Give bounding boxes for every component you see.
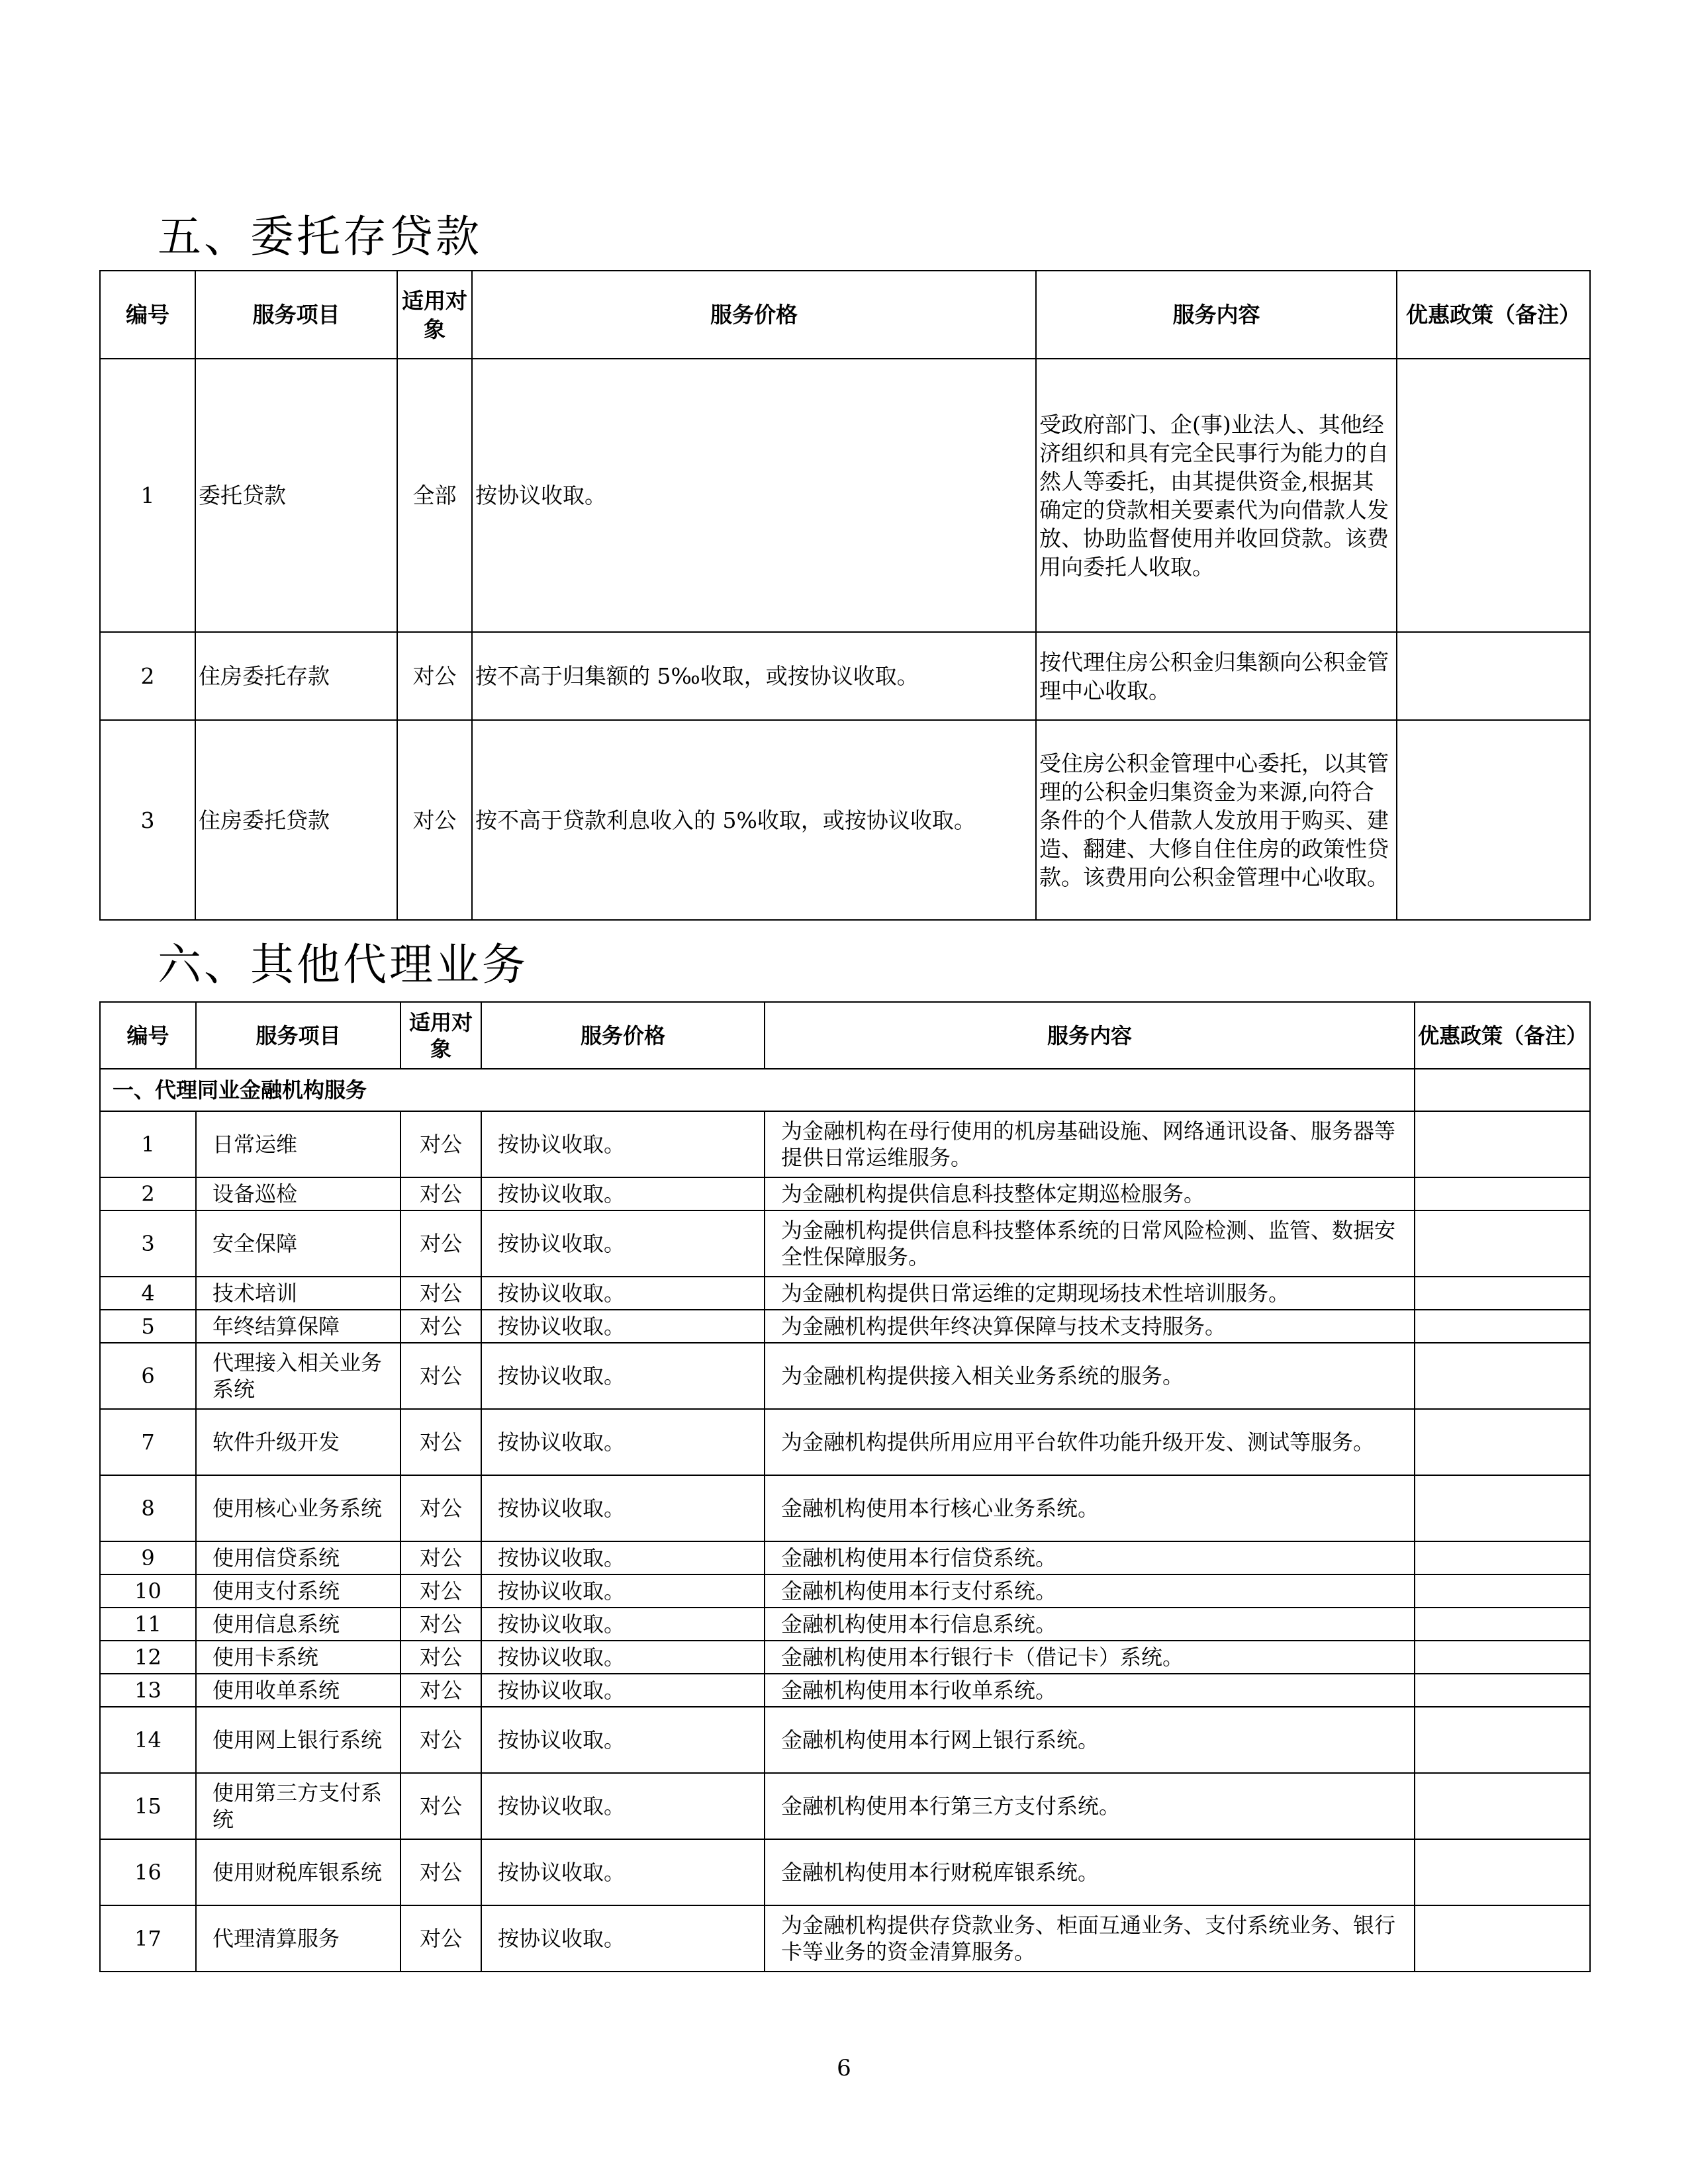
header-content: 服务内容 <box>765 1002 1415 1069</box>
table-row <box>100 359 1590 632</box>
row-target: 对公 <box>400 1905 481 1972</box>
row-content: 受政府部门、企(事)业法人、其他经济组织和具有完全民事行为能力的自然人等委托，由其提供资金,根据其确定的贷款相关要素代为向借款人发放、协助监督使用并收回贷款。该费用向委托人收取。 <box>1036 359 1397 632</box>
row-target: 对公 <box>397 632 472 720</box>
row-no: 14 <box>100 1707 196 1773</box>
row-item: 使用卡系统 <box>196 1641 400 1674</box>
row-price: 按协议收取。 <box>481 1177 765 1210</box>
row-content: 为金融机构提供接入相关业务系统的服务。 <box>765 1343 1415 1409</box>
table-row <box>100 1210 1590 1277</box>
row-price: 按协议收取。 <box>481 1343 765 1409</box>
row-target: 对公 <box>400 1475 481 1541</box>
header-item: 服务项目 <box>196 1002 400 1069</box>
row-target: 对公 <box>400 1277 481 1310</box>
row-price: 按不高于归集额的 5‰收取，或按协议收取。 <box>472 632 1036 720</box>
row-note <box>1415 1111 1590 1177</box>
row-price: 按协议收取。 <box>481 1608 765 1641</box>
row-note <box>1397 720 1590 920</box>
row-note <box>1415 1343 1590 1409</box>
table-row <box>100 1574 1590 1608</box>
row-no: 11 <box>100 1608 196 1641</box>
row-note <box>1415 1310 1590 1343</box>
table-row <box>100 1343 1590 1409</box>
row-content: 金融机构使用本行财税库银系统。 <box>765 1839 1415 1905</box>
row-price: 按协议收取。 <box>481 1277 765 1310</box>
row-target: 全部 <box>397 359 472 632</box>
header-note: 优惠政策（备注） <box>1415 1002 1590 1069</box>
table-row <box>100 1409 1590 1475</box>
row-target: 对公 <box>400 1574 481 1608</box>
other-agency-business-table <box>99 1001 1591 1972</box>
row-no: 6 <box>100 1343 196 1409</box>
row-note <box>1415 1574 1590 1608</box>
row-target: 对公 <box>400 1177 481 1210</box>
table-row <box>100 1905 1590 1972</box>
row-price: 按协议收取。 <box>472 359 1036 632</box>
header-item: 服务项目 <box>195 271 397 359</box>
row-content: 为金融机构提供所用应用平台软件功能升级开发、测试等服务。 <box>765 1409 1415 1475</box>
row-content: 金融机构使用本行核心业务系统。 <box>765 1475 1415 1541</box>
table-header-row <box>100 1002 1590 1069</box>
row-item: 使用收单系统 <box>196 1674 400 1707</box>
row-content: 金融机构使用本行第三方支付系统。 <box>765 1773 1415 1839</box>
row-content: 金融机构使用本行银行卡（借记卡）系统。 <box>765 1641 1415 1674</box>
entrusted-deposits-loans-table <box>99 270 1591 921</box>
row-price: 按协议收取。 <box>481 1707 765 1773</box>
row-content: 为金融机构提供日常运维的定期现场技术性培训服务。 <box>765 1277 1415 1310</box>
row-no: 17 <box>100 1905 196 1972</box>
row-price: 按协议收取。 <box>481 1310 765 1343</box>
row-target: 对公 <box>400 1310 481 1343</box>
row-no: 8 <box>100 1475 196 1541</box>
row-note <box>1415 1541 1590 1574</box>
row-note <box>1415 1475 1590 1541</box>
table-row <box>100 1177 1590 1210</box>
row-item: 年终结算保障 <box>196 1310 400 1343</box>
row-price: 按协议收取。 <box>481 1905 765 1972</box>
table-row <box>100 1475 1590 1541</box>
row-item: 使用核心业务系统 <box>196 1475 400 1541</box>
row-content: 金融机构使用本行网上银行系统。 <box>765 1707 1415 1773</box>
row-content: 受住房公积金管理中心委托，以其管理的公积金归集资金为来源,向符合条件的个人借款人发放用于购买、建造、翻建、大修自住住房的政策性贷款。该费用向公积金管理中心收取。 <box>1036 720 1397 920</box>
row-content: 按代理住房公积金归集额向公积金管理中心收取。 <box>1036 632 1397 720</box>
section-title-other-agency-business: 六、其他代理业务 <box>158 939 528 990</box>
section-title-entrusted-deposits-loans: 五、委托存贷款 <box>158 211 482 262</box>
row-target: 对公 <box>400 1210 481 1277</box>
table-row <box>100 1111 1590 1177</box>
row-item: 使用网上银行系统 <box>196 1707 400 1773</box>
row-item: 安全保障 <box>196 1210 400 1277</box>
subsection-note <box>1415 1069 1590 1111</box>
header-note: 优惠政策（备注） <box>1397 271 1590 359</box>
header-no: 编号 <box>100 271 195 359</box>
header-target: 适用对象 <box>400 1002 481 1069</box>
row-no: 15 <box>100 1773 196 1839</box>
table-header-row <box>100 271 1590 359</box>
row-item: 软件升级开发 <box>196 1409 400 1475</box>
row-target: 对公 <box>397 720 472 920</box>
row-item: 技术培训 <box>196 1277 400 1310</box>
table-row <box>100 1839 1590 1905</box>
row-no: 7 <box>100 1409 196 1475</box>
row-content: 为金融机构提供信息科技整体定期巡检服务。 <box>765 1177 1415 1210</box>
row-target: 对公 <box>400 1608 481 1641</box>
row-price: 按协议收取。 <box>481 1210 765 1277</box>
row-no: 1 <box>100 1111 196 1177</box>
row-note <box>1415 1674 1590 1707</box>
table-row <box>100 720 1590 920</box>
row-item: 委托贷款 <box>195 359 397 632</box>
row-item: 住房委托存款 <box>195 632 397 720</box>
row-no: 2 <box>100 632 195 720</box>
row-price: 按协议收取。 <box>481 1773 765 1839</box>
header-price: 服务价格 <box>481 1002 765 1069</box>
row-note <box>1415 1905 1590 1972</box>
row-note <box>1415 1773 1590 1839</box>
row-content: 为金融机构提供存贷款业务、柜面互通业务、支付系统业务、银行卡等业务的资金清算服务。 <box>765 1905 1415 1972</box>
row-target: 对公 <box>400 1541 481 1574</box>
row-target: 对公 <box>400 1409 481 1475</box>
row-price: 按协议收取。 <box>481 1674 765 1707</box>
table-row <box>100 1310 1590 1343</box>
table-row <box>100 1541 1590 1574</box>
table-row <box>100 1674 1590 1707</box>
row-content: 为金融机构提供信息科技整体系统的日常风险检测、监管、数据安全性保障服务。 <box>765 1210 1415 1277</box>
row-item: 日常运维 <box>196 1111 400 1177</box>
service-rows <box>100 1111 1590 1972</box>
row-price: 按协议收取。 <box>481 1839 765 1905</box>
header-price: 服务价格 <box>472 271 1036 359</box>
subsection-row <box>100 1069 1590 1111</box>
row-price: 按协议收取。 <box>481 1475 765 1541</box>
row-note <box>1397 359 1590 632</box>
row-no: 4 <box>100 1277 196 1310</box>
row-note <box>1415 1839 1590 1905</box>
row-note <box>1415 1409 1590 1475</box>
row-no: 1 <box>100 359 195 632</box>
table-row <box>100 1707 1590 1773</box>
row-item: 代理接入相关业务系统 <box>196 1343 400 1409</box>
row-note <box>1415 1210 1590 1277</box>
row-note <box>1415 1277 1590 1310</box>
row-price: 按协议收取。 <box>481 1541 765 1574</box>
row-item: 住房委托贷款 <box>195 720 397 920</box>
row-item: 使用财税库银系统 <box>196 1839 400 1905</box>
row-no: 9 <box>100 1541 196 1574</box>
row-content: 为金融机构提供年终决算保障与技术支持服务。 <box>765 1310 1415 1343</box>
row-content: 金融机构使用本行信息系统。 <box>765 1608 1415 1641</box>
row-content: 为金融机构在母行使用的机房基础设施、网络通讯设备、服务器等提供日常运维服务。 <box>765 1111 1415 1177</box>
row-note <box>1415 1641 1590 1674</box>
row-target: 对公 <box>400 1641 481 1674</box>
table-row <box>100 1641 1590 1674</box>
header-target: 适用对象 <box>397 271 472 359</box>
row-target: 对公 <box>400 1343 481 1409</box>
row-item: 设备巡检 <box>196 1177 400 1210</box>
row-target: 对公 <box>400 1707 481 1773</box>
row-item: 使用第三方支付系统 <box>196 1773 400 1839</box>
row-content: 金融机构使用本行支付系统。 <box>765 1574 1415 1608</box>
row-target: 对公 <box>400 1111 481 1177</box>
row-item: 使用信息系统 <box>196 1608 400 1641</box>
row-note <box>1415 1608 1590 1641</box>
row-no: 10 <box>100 1574 196 1608</box>
row-no: 5 <box>100 1310 196 1343</box>
row-target: 对公 <box>400 1674 481 1707</box>
row-item: 代理清算服务 <box>196 1905 400 1972</box>
row-note <box>1415 1177 1590 1210</box>
row-no: 2 <box>100 1177 196 1210</box>
table-row <box>100 632 1590 720</box>
table-row <box>100 1773 1590 1839</box>
row-item: 使用支付系统 <box>196 1574 400 1608</box>
row-no: 13 <box>100 1674 196 1707</box>
row-note <box>1397 632 1590 720</box>
row-no: 3 <box>100 1210 196 1277</box>
row-no: 3 <box>100 720 195 920</box>
header-content: 服务内容 <box>1036 271 1397 359</box>
row-no: 16 <box>100 1839 196 1905</box>
row-target: 对公 <box>400 1839 481 1905</box>
header-no: 编号 <box>100 1002 196 1069</box>
row-item: 使用信贷系统 <box>196 1541 400 1574</box>
page-number: 6 <box>837 2055 851 2081</box>
row-no: 12 <box>100 1641 196 1674</box>
row-price: 按协议收取。 <box>481 1574 765 1608</box>
row-note <box>1415 1707 1590 1773</box>
row-price: 按协议收取。 <box>481 1409 765 1475</box>
subsection-title: 一、代理同业金融机构服务 <box>100 1069 1415 1111</box>
table-row <box>100 1277 1590 1310</box>
row-price: 按协议收取。 <box>481 1111 765 1177</box>
row-price: 按协议收取。 <box>481 1641 765 1674</box>
row-price: 按不高于贷款利息收入的 5%收取，或按协议收取。 <box>472 720 1036 920</box>
row-content: 金融机构使用本行收单系统。 <box>765 1674 1415 1707</box>
table-row <box>100 1608 1590 1641</box>
row-target: 对公 <box>400 1773 481 1839</box>
row-content: 金融机构使用本行信贷系统。 <box>765 1541 1415 1574</box>
